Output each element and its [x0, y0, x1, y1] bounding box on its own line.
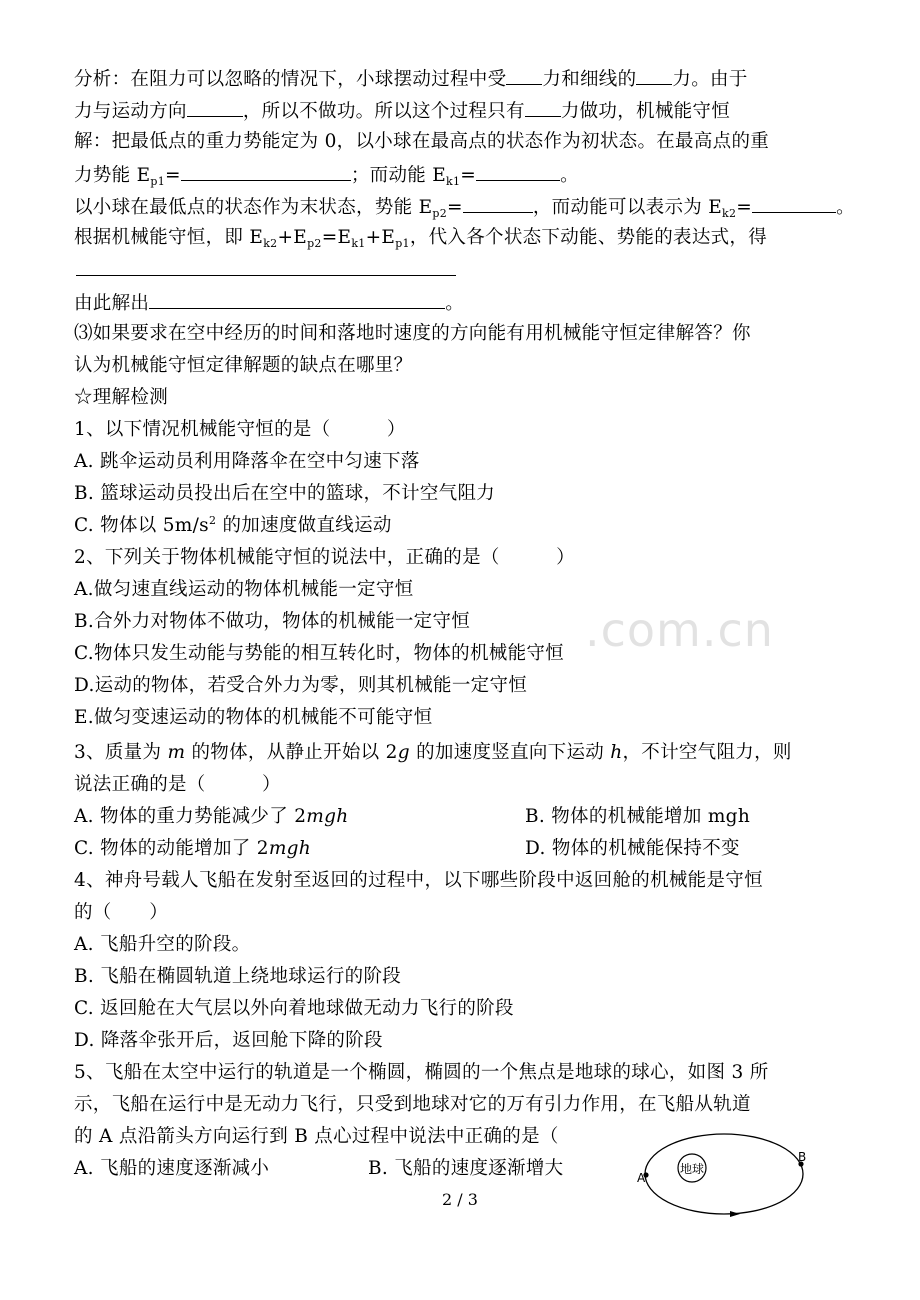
- label-a: A: [637, 1171, 646, 1185]
- direction-arrow-icon: [730, 1211, 740, 1217]
- blank-result[interactable]: [149, 290, 445, 309]
- blank-ek1[interactable]: [476, 162, 560, 181]
- blank-force-1[interactable]: [506, 66, 542, 85]
- blank-force-3[interactable]: [525, 98, 561, 117]
- blank-direction[interactable]: [187, 98, 243, 117]
- q1-option-b: B. 篮球运动员投出后在空中的篮球，不计空气阻力: [74, 483, 496, 504]
- q4-option-d: D. 降落伞张开后，返回舱下降的阶段: [74, 1030, 383, 1051]
- q3-stem-line-2: 说法正确的是（ ）: [74, 774, 281, 795]
- q5-option-a: A. 飞船的速度逐渐减小: [74, 1158, 270, 1179]
- label-b: B: [798, 1150, 807, 1164]
- solution-line-5: 由此解出 。: [74, 290, 464, 316]
- q2-option-a: A.做匀速直线运动的物体机械能一定守恒: [74, 579, 414, 600]
- analysis-line-1: 分析：在阻力可以忽略的情况下，小球摆动过程中受 力和细线的 力。由于: [74, 66, 748, 92]
- q2-option-d: D.运动的物体，若受合外力为零，则其机械能一定守恒: [74, 675, 528, 696]
- question-3-line-2: 认为机械能守恒定律解题的缺点在哪里？: [74, 355, 413, 376]
- blank-ep2[interactable]: [463, 194, 533, 213]
- q1-stem: 1、以下情况机械能守恒的是（ ）: [74, 419, 406, 440]
- solution-line-1: 解：把最低点的重力势能定为 0，以小球在最高点的状态作为初状态。在最高点的重: [74, 131, 770, 152]
- blank-ep1[interactable]: [181, 162, 351, 181]
- watermark: .com.cn: [585, 603, 774, 657]
- q4-stem-line-2: 的（ ）: [74, 902, 169, 923]
- q5-stem-line-3: 的 A 点沿箭头方向运行到 B 点心过程中说法中正确的是（: [74, 1126, 559, 1147]
- q3-option-b: B. 物体的机械能增加 mgh: [525, 806, 751, 827]
- solution-line-3: 以小球在最低点的状态作为末状态，势能 $E_{p2}=$ ，而动能可以表示为 $E_{k2}=$ 。: [74, 194, 855, 220]
- solution-line-2: 力势能 $E_{p1}=$ ；而动能 $E_{k1}=$ 。: [74, 162, 579, 188]
- q2-stem: 2、下列关于物体机械能守恒的说法中，正确的是（ ）: [74, 547, 575, 568]
- solution-line-4: 根据机械能守恒，即 $E_{k2}+E_{p2}=E_{k1}+E_{p1}$，代入各个状态下动能、势能的表达式，得: [74, 227, 768, 250]
- q1-option-c: C. 物体以 $5m/s^2$ 的加速度做直线运动: [74, 514, 392, 536]
- q3-stem-line-1: 3、质量为 m 的物体，从静止开始以 2g 的加速度竖直向下运动 h，不计空气阻力，则: [74, 742, 792, 763]
- blank-ek2[interactable]: [752, 194, 836, 213]
- q5-stem-line-1: 5、飞船在太空中运行的轨道是一个椭圆，椭圆的一个焦点是地球的球心，如图 3 所: [74, 1062, 769, 1083]
- q3-option-a: A. 物体的重力势能减少了 2mgh: [74, 806, 349, 827]
- question-3-line-1: ⑶如果要求在空中经历的时间和落地时速度的方向能有用机械能守恒定律解答？你: [74, 323, 751, 344]
- q3-option-c: C. 物体的动能增加了 2mgh: [74, 838, 312, 859]
- q2-option-e: E.做匀变速运动的物体的机械能不可能守恒: [74, 707, 433, 728]
- q2-option-b: B.合外力对物体不做功，物体的机械能一定守恒: [74, 611, 471, 632]
- q2-option-c: C.物体只发生动能与势能的相互转化时，物体的机械能守恒: [74, 643, 564, 664]
- blank-equation-line[interactable]: [76, 275, 456, 276]
- q1-option-a: A. 跳伞运动员利用降落伞在空中匀速下落: [74, 451, 420, 472]
- earth-label: 地球: [679, 1162, 705, 1176]
- page-number: 2 / 3: [442, 1190, 478, 1209]
- blank-force-2[interactable]: [636, 66, 672, 85]
- q4-option-b: B. 飞船在椭圆轨道上绕地球运行的阶段: [74, 966, 402, 987]
- section-heading-check: ☆理解检测: [74, 387, 169, 408]
- q4-option-a: A. 飞船升空的阶段。: [74, 934, 251, 955]
- analysis-line-2: 力与运动方向 ，所以不做功。所以这个过程只有 力做功，机械能守恒: [74, 98, 730, 124]
- q5-option-b: B. 飞船的速度逐渐增大: [368, 1158, 564, 1179]
- q3-option-d: D. 物体的机械能保持不变: [525, 838, 740, 859]
- q4-option-c: C. 返回舱在大气层以外向着地球做无动力飞行的阶段: [74, 998, 514, 1019]
- q4-stem-line-1: 4、神舟号载人飞船在发射至返回的过程中，以下哪些阶段中返回舱的机械能是守恒: [74, 870, 763, 891]
- q5-stem-line-2: 示，飞船在运行中是无动力飞行，只受到地球对它的万有引力作用，在飞船从轨道: [74, 1094, 751, 1115]
